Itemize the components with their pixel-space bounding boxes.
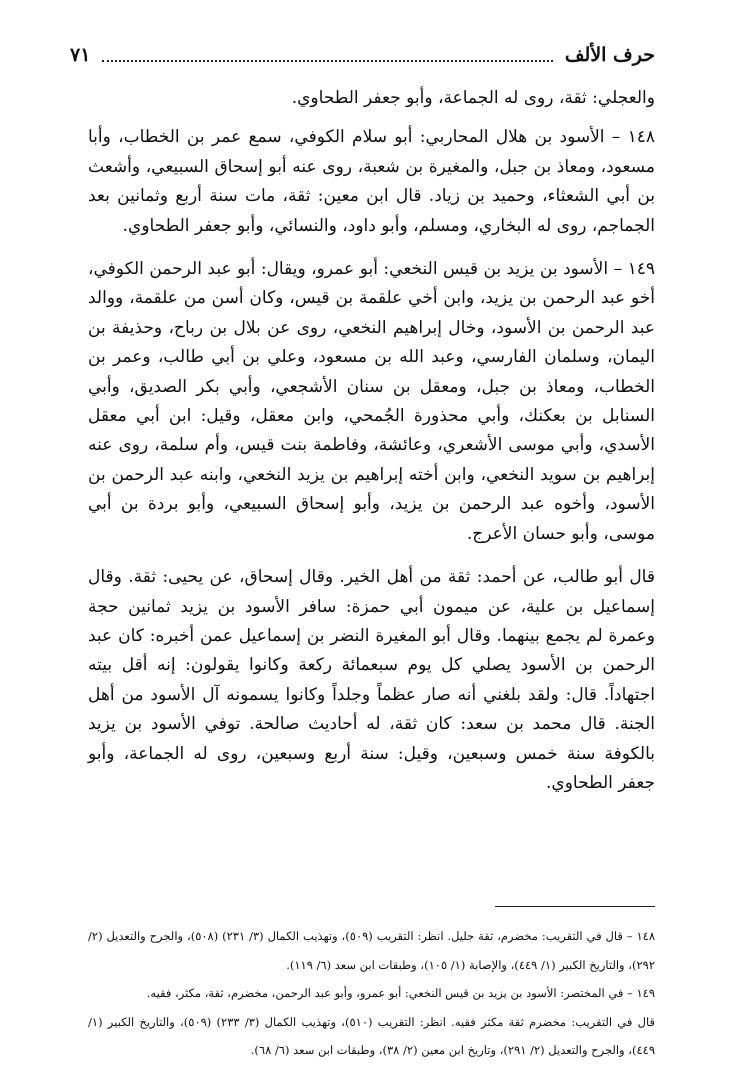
footnotes [88,922,655,1065]
entry-149-continued: قال أبو طالب، عن أحمد: ثقة من أهل الخير. وقال إسحاق، عن يحيى: ثقة. وقال إسماعيل بن علية، عن ميمون أبي حمزة: سافر الأسود بن يزيد ثمانين حجة وعمرة لم يجمع بينهما. وقال أبو المغيرة النضر بن إسماعيل عمن أخبره: كان عبد الرحمن بن الأسود يصلي كل يوم سبعمائة ركعة وكانوا يقولون: إنه أقل بيته اجتهاداً. قال: ولقد بلغني أنه صار عظماً وجلداً وكانوا يسمونه آل الأسود من أهل الجنة. قال محمد بن سعد: كان ثقة، له أحاديث صالحة. توفي الأسود بن يزيد بالكوفة سنة خمس وسبعين، وقيل: سنة أربع وسبعين، روى له الجماعة، وأبو جعفر الطحاوي. [88,567,655,793]
footnote-149: ١٤٩ – في المختصر: الأسود بن يزيد بن قيس النخعي: أبو عمرو، وأبو عبد الرحمن، مخضرم، ثقة، مكثر، فقيه. [146,986,655,1000]
page-number: ٧١ [70,44,91,66]
main-text [88,84,655,812]
entry-149: ١٤٩ – الأسود بن يزيد بن قيس النخعي: أبو عمرو، ويقال: أبو عبد الرحمن الكوفي، أخو عبد الرحمن بن يزيد، وابن أخي علقمة بن قيس، وكان أسن من علقمة، ووالد عبد الرحمن بن الأسود، وخال إبراهيم النخعي، روى عن بلال بن رباح، وحذيفة بن اليمان، وسلمان الفارسي، وعبد الله بن مسعود، وعلي بن أبي طالب، وعمر بن الخطاب، ومعاذ بن جبل، ومعقل بن سنان الأشجعي، وأبي بكر الصديق، وأبي السنابل بن بعكنك، وأبي محذورة الجُمحي، وابن معقل، وقيل: ابن أبي معقل الأسدي، وأبي موسى الأشعري، وعائشة، وفاطمة بنت قيس، وأم سلمة، روى عنه إبراهيم بن سويد النخعي، وابن أخته إبراهيم بن يزيد النخعي، وابنه عبد الرحمن بن الأسود، وأخوه عبد الرحمن بن يزيد، وأبو إسحاق السبيعي، وأبو بردة بن أبي موسى، وأبو حسان الأعرج. [88,259,655,544]
footnote-148: ١٤٨ – قال في التقريب: مخضرم، ثقة جليل. انظر: التقريب (٥٠٩)، وتهذيب الكمال (٣/ ٢٣١) (٥٠٨)، والجرح والتعديل (٢/ ٢٩٢)، والتاريخ الكبير (١/ ٤٤٩)، والإصابة (١/ ١٠٥)، وطبقات ابن سعد (٦/ ١١٩). [88,929,655,972]
footnote-divider [495,906,655,907]
entry-148: ١٤٨ – الأسود بن هلال المحاربي: أبو سلام الكوفي، سمع عمر بن الخطاب، وأبا مسعود، ومعاذ بن جبل، والمغيرة بن شعبة، روى عنه أبو إسحاق السبيعي، وأشعث بن أبي الشعثاء، وحميد بن زياد. قال ابن معين: ثقة، مات سنة أربع وثمانين بعد الجماجم، روى له البخاري، ومسلم، وأبو داود، والنسائي، وأبو جعفر الطحاوي. [88,127,655,236]
footnote-149-continued: قال في التقريب: مخضرم ثقة مكثر فقيه. انظر: التقريب (٥١٠)، وتهذيب الكمال (٣/ ٢٣٣) (٥٠٩)، والتاريخ الكبير (١/ ٤٤٩)، والجرح والتعديل (٢/ ٢٩١)، وتاريخ ابن معين (٢/ ٣٨)، وطبقات ابن سعد (٦/ ٦٨). [88,1014,655,1057]
running-header [70,40,655,70]
chapter-title: حرف الألف [564,44,655,66]
paragraph-continuation: والعجلي: ثقة، روى له الجماعة، وأبو جعفر الطحاوي. [291,88,655,108]
header-leader-dots [102,48,552,62]
